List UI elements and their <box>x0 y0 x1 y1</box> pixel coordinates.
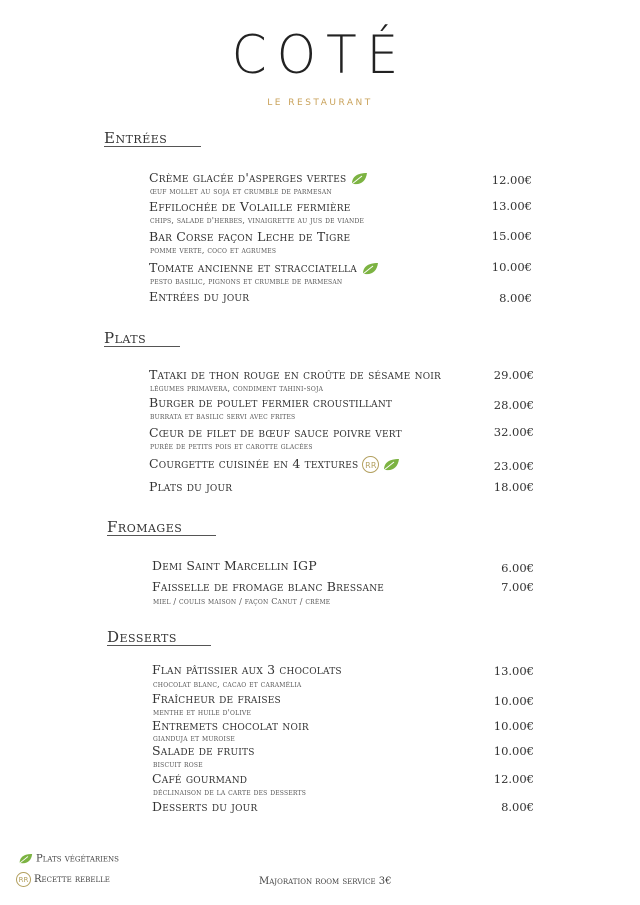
recette-rebelle-icon: RR <box>362 456 379 473</box>
menu-item-name: Cœur de filet de bœuf sauce poivre vert <box>149 425 402 440</box>
menu-item-desc: déclinaison de la carte des desserts <box>153 788 307 797</box>
menu-item-name: Tomate ancienne et stracciatella <box>149 260 379 276</box>
leaf-icon <box>382 458 400 472</box>
menu-item-desc: menthe et huile d'olive <box>153 708 252 717</box>
leaf-icon <box>361 262 379 276</box>
menu-item-desc: purée de petits pois et carotte glacées <box>150 442 313 451</box>
room-service-note: Majoration room service 3€ <box>259 876 392 887</box>
menu-item-name: Faisselle de fromage blanc Bressane <box>152 579 385 594</box>
menu-item-desc: œuf mollet au soja et crumble de parmesan <box>150 187 332 196</box>
menu-item-desc: légumes primavera, condiment tahini-soja <box>150 384 324 393</box>
menu-item-price: 6.00€ <box>501 561 534 575</box>
menu-item-name: Tataki de thon rouge en croûte de sésame noir <box>149 367 442 382</box>
menu-item-price: 15.00€ <box>491 229 532 243</box>
menu-item-price: 10.00€ <box>493 694 534 708</box>
section-title-fromages: Fromages <box>107 519 216 536</box>
menu-item-name: Effilochée de Volaille fermière <box>149 199 351 214</box>
menu-item-name: Courgette cuisinée en 4 textures RR <box>149 456 400 473</box>
menu-item-desc: chips, salade d'herbes, vinaigrette au jus de viande <box>150 216 365 225</box>
menu-item-price: 8.00€ <box>499 291 532 305</box>
menu-item-desc: burrata et basilic servi avec frites <box>150 412 296 421</box>
menu-item-name: Café gourmand <box>152 771 248 786</box>
section-title-plats: Plats <box>104 330 180 347</box>
legend-vegetarian: Plats végétariens <box>18 853 119 865</box>
menu-item-price: 23.00€ <box>493 459 534 473</box>
menu-item-name: Burger de poulet fermier croustillant <box>149 395 393 410</box>
menu-item-name: Desserts du jour <box>152 799 258 814</box>
menu-item-price: 13.00€ <box>493 664 534 678</box>
menu-item-price: 18.00€ <box>493 480 534 494</box>
menu-item-price: 10.00€ <box>493 719 534 733</box>
logo-subtitle: LE RESTAURANT <box>267 98 373 108</box>
menu-item-price: 13.00€ <box>491 199 532 213</box>
menu-item-name: Fraîcheur de fraises <box>152 691 281 706</box>
menu-item-price: 10.00€ <box>491 260 532 274</box>
menu-item-name: Entremets chocolat noir <box>152 718 309 733</box>
menu-item-desc: gianduja et muroise <box>153 734 235 743</box>
menu-item-price: 12.00€ <box>493 772 534 786</box>
menu-item-desc: pesto basilic, pignons et crumble de parmesan <box>150 277 343 286</box>
menu-item-price: 7.00€ <box>501 580 534 594</box>
legend-rebelle: RR Recette rebelle <box>16 872 110 887</box>
menu-item-name: Salade de fruits <box>152 743 255 758</box>
menu-item-name: Flan pâtissier aux 3 chocolats <box>152 662 342 677</box>
menu-item-price: 8.00€ <box>501 800 534 814</box>
menu-item-name: Crème glacée d'asperges vertes <box>149 170 368 186</box>
leaf-icon <box>350 172 368 186</box>
menu-item-desc: miel / coulis maison / façon Canut / crème <box>153 597 331 606</box>
section-title-entrees: Entrées <box>104 130 201 147</box>
menu-item-price: 12.00€ <box>491 173 532 187</box>
logo-word: COTÉ <box>231 24 409 86</box>
leaf-icon <box>18 853 33 865</box>
menu-item-price: 28.00€ <box>493 398 534 412</box>
recette-rebelle-icon: RR <box>16 872 31 887</box>
menu-item-desc: pomme verte, coco et agrumes <box>150 246 277 255</box>
menu-item-price: 32.00€ <box>493 425 534 439</box>
section-title-desserts: Desserts <box>107 629 211 646</box>
restaurant-logo <box>0 22 640 108</box>
menu-item-desc: biscuit rose <box>153 760 203 769</box>
menu-item-price: 10.00€ <box>493 744 534 758</box>
menu-item-desc: chocolat blanc, cacao et caramélia <box>153 680 302 689</box>
menu-item-name: Plats du jour <box>149 479 233 494</box>
menu-item-name: Entrées du jour <box>149 289 250 304</box>
menu-item-name: Bar Corse façon Leche de Tigre <box>149 229 351 244</box>
menu-item-price: 29.00€ <box>493 368 534 382</box>
menu-item-name: Demi Saint Marcellin IGP <box>152 558 317 573</box>
